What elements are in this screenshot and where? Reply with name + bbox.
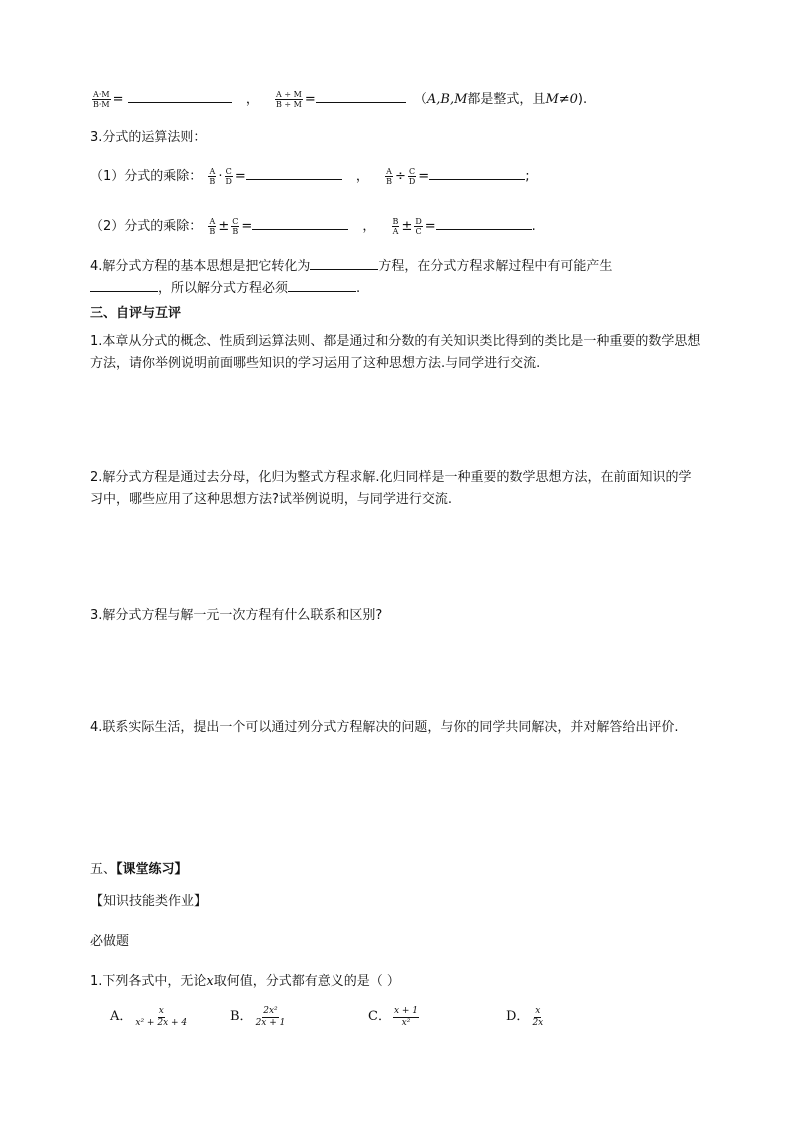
question-2: 2.解分式方程是通过去分母，化归为整式方程求解.化归同样是一种重要的数学思想方法，在前面知识的学习中，哪些应用了这种思想方法?试举例说明，与同学进行交流.	[90, 470, 692, 507]
dot-operator: ·	[218, 169, 223, 184]
option-c[interactable]: C． $\frac{x + 1}{\text{x²}}$	[368, 1005, 419, 1028]
equals-sign: =	[424, 219, 436, 234]
mul-div-label: （1）分式的乘除：	[90, 169, 203, 184]
equals-sign: =	[241, 219, 253, 234]
mc1-stem: 1.下列各式中，无论x取何值，分式都有意义的是（ ）	[90, 974, 400, 989]
fraction-am-bm: $\frac{A\cdot M}{B\cdot M}$	[93, 90, 110, 109]
answer-blank[interactable]	[316, 88, 406, 103]
separator: ，	[362, 219, 376, 234]
option-a-fraction: $\frac{x}{\text{x² + 2x + 4}}$	[135, 1005, 188, 1028]
plus-minus-operator: ±	[401, 219, 413, 234]
answer-blank[interactable]	[90, 277, 158, 292]
fraction-a-div-m: $\frac{A \div M}{B \div M}$	[275, 90, 302, 109]
homework-heading: 【知识技能类作业】	[90, 894, 208, 909]
answer-blank[interactable]	[252, 215, 348, 230]
fraction-b-a: $\frac{B}{A}$	[392, 217, 399, 236]
fraction-a-b: $\frac{A}{B}$	[386, 167, 392, 186]
equals-sign: =	[418, 169, 430, 184]
add-sub-label: （2）分式的乘除：	[90, 219, 203, 234]
option-a[interactable]: A． $\frac{x}{\text{x² + 2x + 4}}$	[110, 1005, 188, 1028]
fraction-a-b: $\frac{A}{B}$	[209, 217, 216, 236]
divide-operator: ÷	[394, 169, 406, 184]
fraction-c-b: $\frac{C}{B}$	[232, 217, 239, 236]
separator: ，	[355, 169, 369, 184]
fraction-d-c: $\frac{D}{C}$	[415, 217, 422, 236]
required-heading: 必做题	[90, 934, 130, 949]
question-1: 1.本章从分式的概念、性质到运算法则、都是通过和分数的有关知识类比得到的类比是一种重要的数学思想方法，请你举例说明前面哪些知识的学习运用了这种思想方法.与同学进行交流.	[90, 334, 701, 371]
add-sub-line: （2）分式的乘除： $\frac{A}{B}$ ± $\frac{C}{B}$ = ， $\frac{B}{A}$ ± $\frac{D}{C}$ = .	[90, 217, 536, 236]
option-d[interactable]: D． $\frac{x}{2x}$	[506, 1005, 544, 1028]
item4-line2: ，所以解分式方程必须 .	[90, 277, 360, 300]
section3-title: 三、自评与互评	[90, 306, 182, 321]
answer-blank[interactable]	[246, 165, 342, 180]
option-c-fraction: $\frac{x + 1}{\text{x²}}$	[393, 1005, 419, 1028]
question-3: 3.解分式方程与解一元一次方程有什么联系和区别?	[90, 608, 383, 623]
item4-line1: 4.解分式方程的基本思想是把它转化为 方程，在分式方程求解过程中有可能产生	[90, 255, 612, 278]
plus-minus-operator: ±	[218, 219, 230, 234]
answer-blank[interactable]	[310, 255, 378, 270]
fraction-c-d: $\frac{C}{D}$	[225, 167, 232, 186]
item3-title: 3.分式的运算法则：	[90, 130, 207, 145]
answer-blank[interactable]	[429, 165, 525, 180]
option-b[interactable]: B． $\frac{\text{2x²}}{2x + 1}$	[230, 1005, 286, 1028]
answer-blank[interactable]	[128, 88, 232, 103]
equals-sign: =	[304, 92, 316, 107]
fraction-a-b: $\frac{A}{B}$	[209, 167, 216, 186]
option-b-fraction: $\frac{\text{2x²}}{2x + 1}$	[255, 1005, 286, 1028]
condition-note: （A,B,M都是整式，且M≠0).	[413, 92, 588, 107]
separator: ，	[245, 92, 259, 107]
fraction-c-d: $\frac{C}{D}$	[408, 167, 416, 186]
answer-blank[interactable]	[288, 277, 356, 292]
answer-blank[interactable]	[436, 215, 532, 230]
fraction-property-line	[90, 88, 587, 111]
section5-title: 五、【课堂练习】	[90, 862, 188, 877]
equals-sign: =	[112, 92, 124, 107]
question-4: 4.联系实际生活，提出一个可以通过列分式方程解决的问题，与你的同学共同解决，并对解答给出评价.	[90, 720, 679, 735]
mul-div-line: （1）分式的乘除： $\frac{A}{B}$ · $\frac{C}{D}$ = ， $\frac{A}{B}$ ÷ $\frac{C}{D}$ = ;	[90, 167, 530, 186]
equals-sign: =	[234, 169, 246, 184]
option-d-fraction: $\frac{x}{2x}$	[532, 1005, 544, 1028]
